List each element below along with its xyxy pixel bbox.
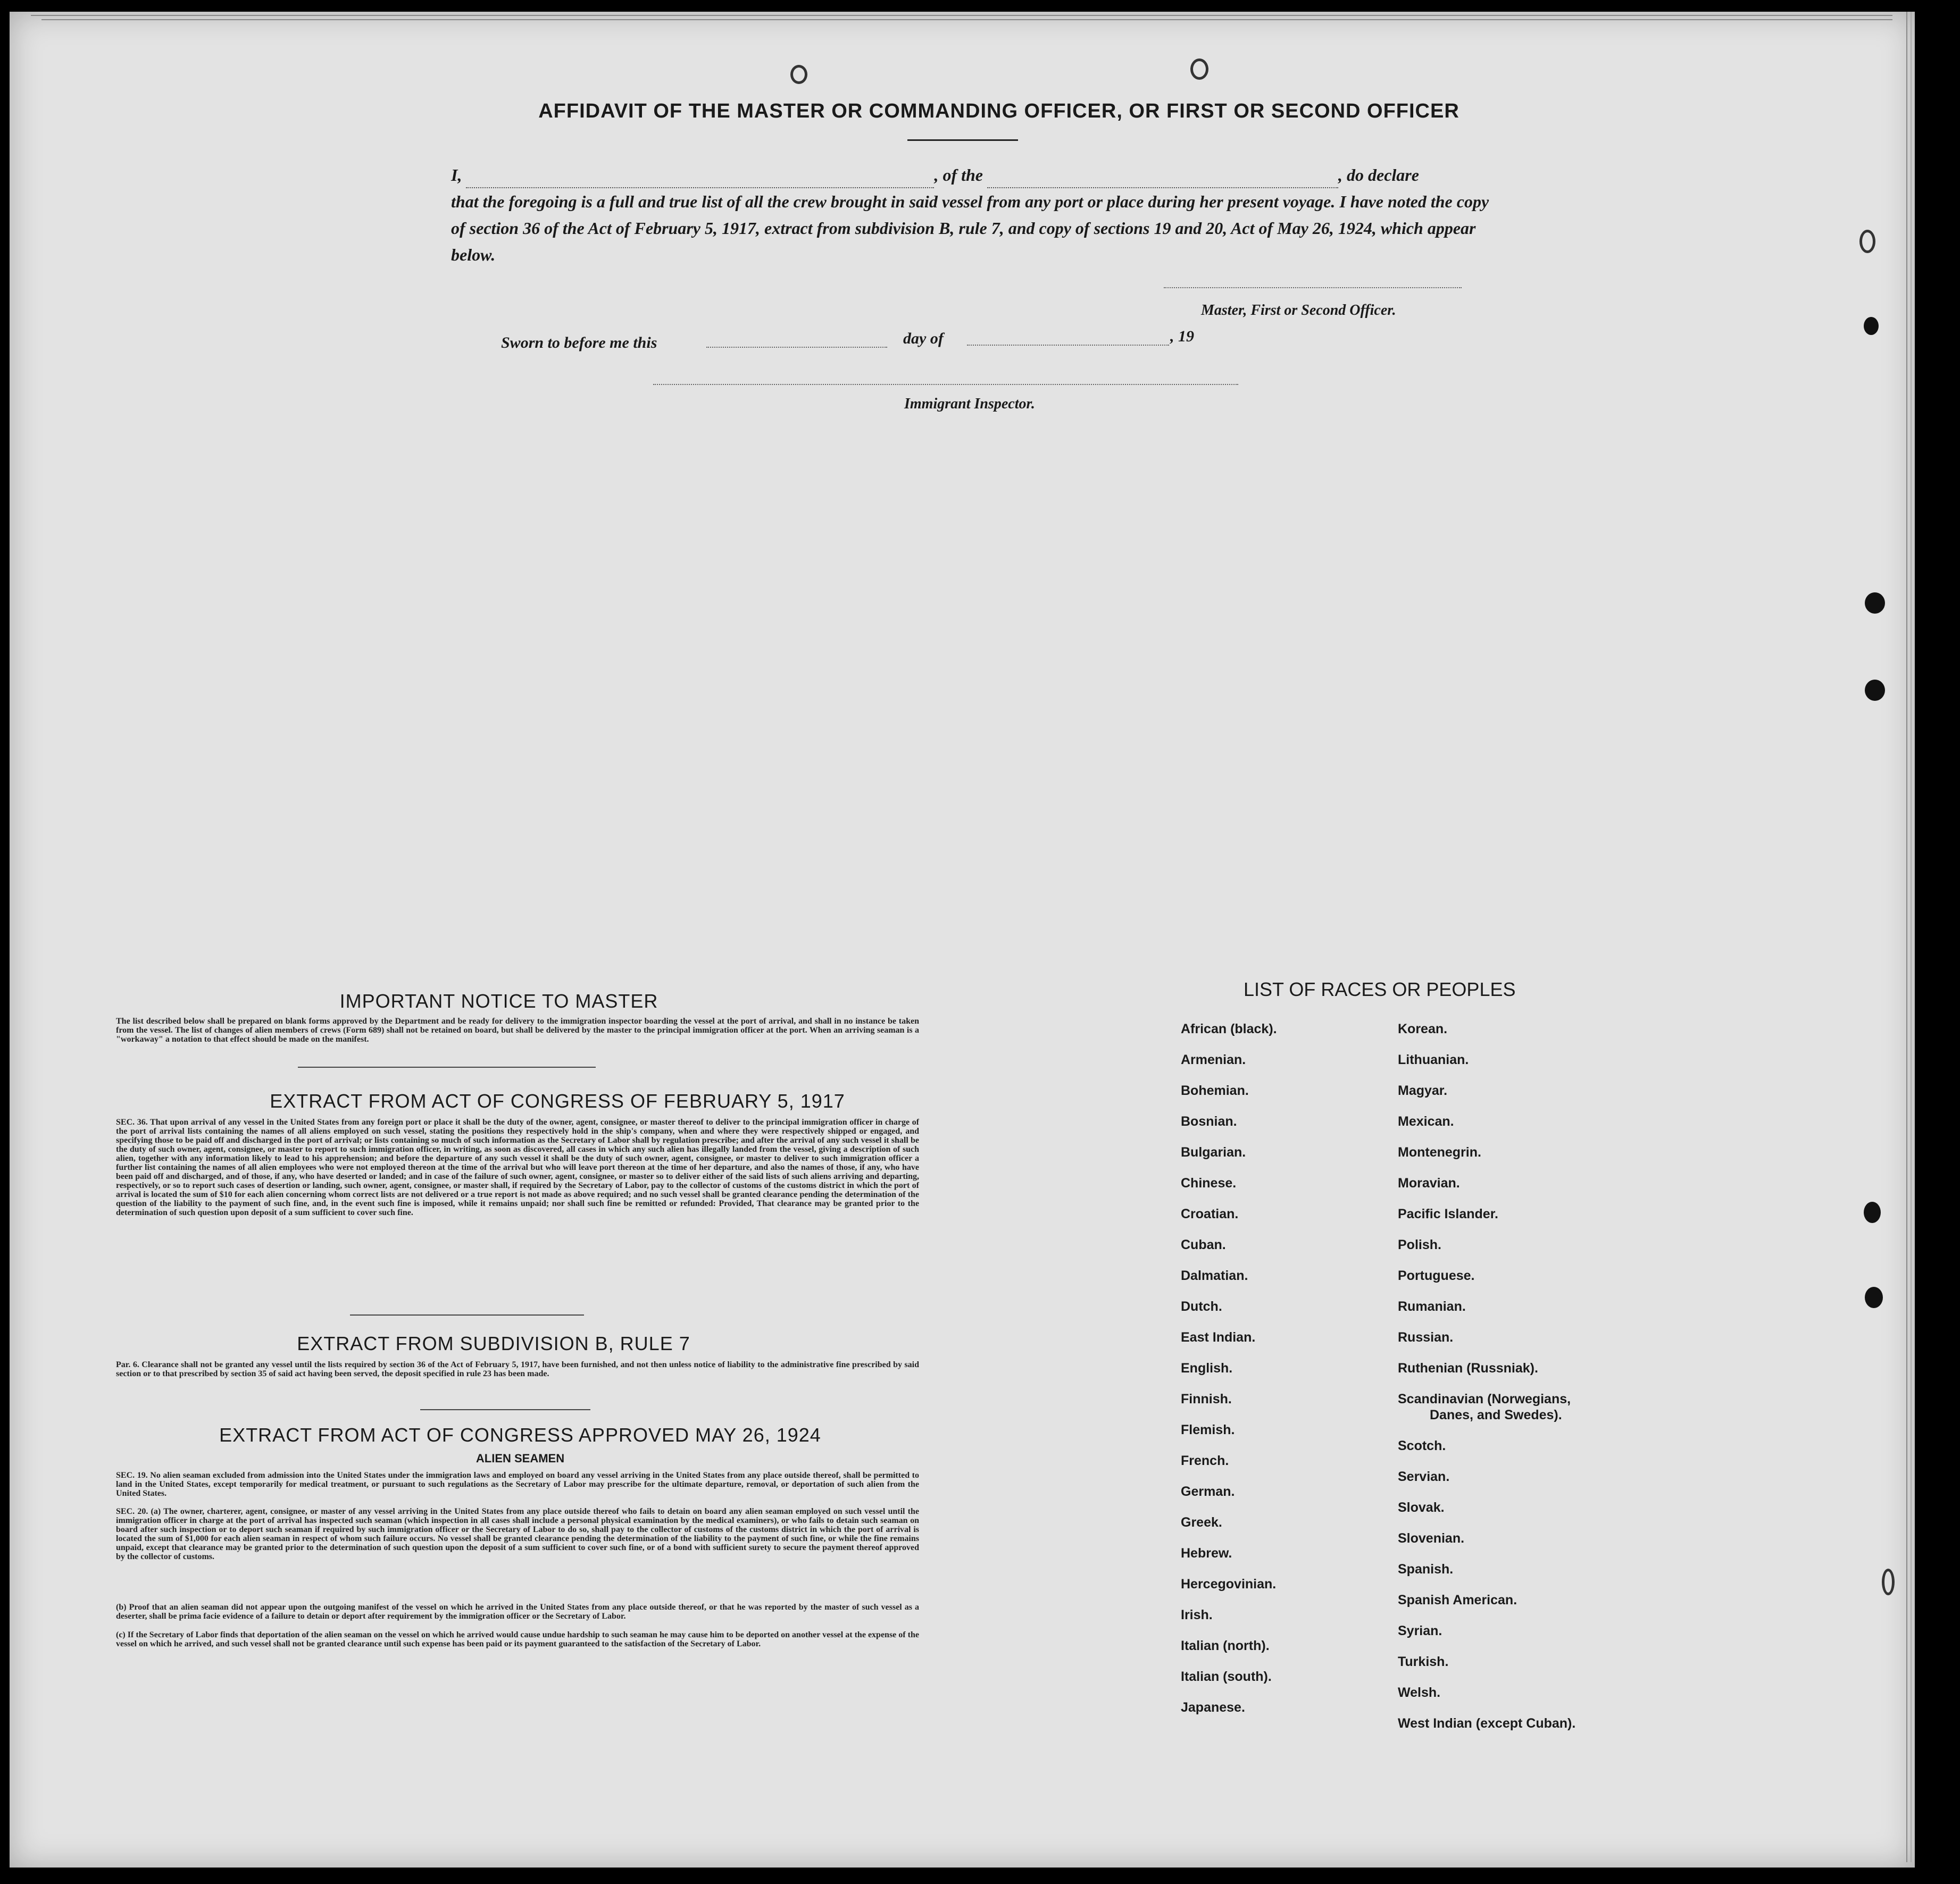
race-item: Flemish. [1181, 1422, 1235, 1437]
affidavit-i: I, [451, 165, 462, 185]
race-item: French. [1181, 1453, 1229, 1468]
race-item: Hebrew. [1181, 1546, 1232, 1561]
binder-hole-icon [1865, 680, 1885, 701]
race-item: Korean. [1398, 1021, 1448, 1036]
extract-1924-title: EXTRACT FROM ACT OF CONGRESS APPROVED MAY 26, 1924 [219, 1424, 821, 1446]
race-item: Servian. [1398, 1469, 1450, 1484]
race-item: German. [1181, 1484, 1235, 1499]
race-item: East Indian. [1181, 1330, 1256, 1345]
race-item: Danes, and Swedes). [1430, 1408, 1562, 1422]
binder-hole-icon [1865, 1287, 1883, 1308]
race-item: English. [1181, 1361, 1233, 1376]
race-item: Spanish American. [1398, 1593, 1517, 1607]
binder-hole-icon [1864, 317, 1879, 335]
binder-hole-icon [1859, 230, 1875, 253]
race-item: Japanese. [1181, 1700, 1245, 1715]
sheet-edge-right-2 [1911, 12, 1912, 1862]
sheet-edge-top-2 [41, 19, 1892, 20]
race-item: Magyar. [1398, 1083, 1448, 1098]
race-item: Slovenian. [1398, 1531, 1465, 1546]
section-rule [350, 1314, 584, 1316]
races-right-column [1398, 1014, 1575, 1739]
race-item: Mexican. [1398, 1114, 1454, 1129]
day-of-text: day of [903, 330, 944, 347]
race-item: Rumanian. [1398, 1299, 1466, 1314]
title-rule [907, 139, 1018, 141]
race-item: Scandinavian (Norwegians, [1398, 1392, 1571, 1406]
binder-hole-icon [1190, 58, 1208, 80]
affidavit-declare: , do declare [1338, 165, 1419, 185]
race-item: Bulgarian. [1181, 1145, 1246, 1160]
race-item: Croatian. [1181, 1207, 1239, 1221]
extract-1924-sec20c: (c) If the Secretary of Labor finds that deportation of the alien seaman on the vessel on which he arrived would cause undue hardship to such seaman he may cause him to be deported on another vessel at the expense of the vessel on which he arrived, and such vessel shall not be granted clearance until such expense has been paid or its payment guaranteed to the satisfaction of the Secretary of Labor. [116, 1630, 919, 1648]
affidavit-line-1 [451, 162, 1499, 188]
race-item: Welsh. [1398, 1685, 1441, 1700]
section-rule [420, 1409, 590, 1410]
race-item: Hercegovinian. [1181, 1577, 1277, 1592]
sheet-edge-right [1906, 12, 1907, 1862]
master-signature-label: Master, First or Second Officer. [1201, 302, 1396, 319]
race-item: Italian (south). [1181, 1669, 1272, 1684]
race-item: African (black). [1181, 1021, 1277, 1036]
race-item: West Indian (except Cuban). [1398, 1716, 1576, 1731]
race-item: Greek. [1181, 1515, 1222, 1530]
affidavit-body: that the foregoing is a full and true list of all the crew brought in said vessel from any port or place during her present voyage. I have noted the copy of section 36 of the Act of February 5, 1917, extract from subdivision B, rule 7, and copy of sections 19 and 20, Act of May 26, 1924, which appear below. [451, 192, 1489, 264]
affidavit-of-the: , of the [934, 165, 983, 185]
race-item: Italian (north). [1181, 1638, 1270, 1653]
notice-text: The list described below shall be prepared on blank forms approved by the Department and be ready for delivery to the immigration inspector boarding the vessel at the port of arrival, and shall in no instance be taken from the vessel. The list of changes of alien members of crews (Form 689) shall not be retained on board, but shall be delivered by the master to the principal immigration officer at the port. When an arriving seaman is a "workaway" a notation to that effect should be made on the manifest. [116, 1017, 919, 1044]
document-page [10, 12, 1915, 1868]
race-item: Polish. [1398, 1237, 1441, 1252]
notice-title: IMPORTANT NOTICE TO MASTER [339, 990, 658, 1012]
inspector-label: Immigrant Inspector. [904, 396, 1035, 412]
year-text: , 19 [1170, 328, 1194, 345]
extract-1917-title: EXTRACT FROM ACT OF CONGRESS OF FEBRUARY 5, 1917 [270, 1090, 845, 1112]
rule7-text: Par. 6. Clearance shall not be granted any vessel until the lists required by section 36 of the Act of February 5, 1917, have been furnished, and not then unless notice of liability to the administrative fine prescribed by said section or to that prescribed by section 35 of said act having been served, the deposit specified in rule 23 has been made. [116, 1360, 919, 1378]
show-through-text [382, 113, 396, 139]
extract-1924-sec20a: SEC. 20. (a) The owner, charterer, agent, consignee, or master of any vessel arriving in the United States from any place outside thereof who fails to detain on board any alien seaman employed on such vessel until the immigration officer in charge at the port of arrival has inspected such seaman (which inspection in all cases shall include a personal physical examination by the medical examiners), or who fails to detain such seaman on board after such inspection or to deport such seaman if required by such immigration officer or the Secretary of Labor to do so, shall pay to the collector of customs of the customs district in which the port of arrival is located the sum of $1,000 for each alien seaman in respect of whom such failure occurs. No vessel shall be granted clearance pending the determination of the liability to the payment of such fine, or while the fine remains unpaid, except that clearance may be granted prior to the determination of such question upon the deposit of a sum sufficient to cover such fine, or of a bond with sufficient surety to secure the payment thereof approved by the collector of customs. [116, 1507, 919, 1561]
race-item: Bosnian. [1181, 1114, 1237, 1129]
race-item: Pacific Islander. [1398, 1207, 1498, 1221]
binder-hole-icon [1864, 1202, 1881, 1223]
inspector-signature-line[interactable] [653, 384, 1238, 385]
extract-1924-sec20b: (b) Proof that an alien seaman did not appear upon the outgoing manifest of the vessel on which he arrived in the United States from any place outside thereof, or that he was reported by the master of such vessel as a deserter, shall be prima facie evidence of a failure to detain or deport after requirement by the immigration officer or the Secretary of Labor. [116, 1603, 919, 1621]
binder-hole-icon [1865, 592, 1885, 614]
sheet-edge-top [31, 15, 1892, 16]
race-item: Finnish. [1181, 1392, 1232, 1406]
binder-hole-icon [1882, 1569, 1895, 1595]
race-item: Spanish. [1398, 1562, 1454, 1577]
race-item: Lithuanian. [1398, 1052, 1469, 1067]
rule7-title: EXTRACT FROM SUBDIVISION B, RULE 7 [297, 1333, 690, 1354]
race-item: Bohemian. [1181, 1083, 1249, 1098]
sworn-text: Sworn to before me this [501, 334, 657, 351]
section-rule [298, 1067, 596, 1068]
races-title: LIST OF RACES OR PEOPLES [1244, 978, 1516, 1000]
sworn-month-line[interactable] [967, 345, 1169, 346]
race-item: Slovak. [1398, 1500, 1445, 1515]
affidavit-title: AFFIDAVIT OF THE MASTER OR COMMANDING OFFICER, OR FIRST OR SECOND OFFICER [538, 100, 1459, 122]
race-item: Ruthenian (Russniak). [1398, 1361, 1538, 1376]
race-item: Montenegrin. [1398, 1145, 1481, 1160]
race-item: Scotch. [1398, 1438, 1446, 1453]
race-item: Turkish. [1398, 1654, 1449, 1669]
extract-1917-text: SEC. 36. That upon arrival of any vessel in the United States from any foreign port or place it shall be the duty of the owner, agent, consignee, or master thereof to deliver to the principal immigration officer in charge of the port of arrival lists containing the names of all aliens employed on such vessel, stating the positions they respectively hold in the ship's company, when and where they were respectively shipped or engaged, and specifying those to be paid off and discharged in the port of arrival; or lists containing so much of such information as the Secretary of Labor shall by regulation prescribe; and after the arrival of any such vessel it shall be the duty of such owner, agent, consignee, or master to report to such immigration officer, in writing, as soon as discovered, all cases in which any such alien has illegally landed from the vessel, giving a description of such alien, together with any information likely to lead to his apprehension; and before the departure of any such vessel it shall be the duty of such owner, agent, consignee, or master to deliver to such immigration officer a further list containing the names of all alien employees who were not employed thereon at the time of the arrival but who will leave port thereon at the time of her departure, and also the names of those, if any, who have been paid off and discharged, and of those, if any, who have deserted or landed; and in case of the failure of such owner, agent, consignee, or master so to deliver either of the said lists of such aliens arriving and departing, respectively, or so to report such cases of desertion or landing, such owner, agent, consignee, or master shall, if required by the Secretary of Labor, pay to the collector of customs of the customs district in which the port of arrival is located the sum of $10 for each alien concerning whom correct lists are not delivered or a true report is not made as above required; and no such vessel shall be granted clearance pending the determination of the question of the liability to the payment of such fine, and, in the event such fine is imposed, while it remains unpaid; nor shall such fine be remitted or refunded: Provided, That clearance may be granted prior to the determination of such question upon deposit of a sum sufficient to cover such fine. [116, 1118, 919, 1217]
extract-1924-sec19: SEC. 19. No alien seaman excluded from admission into the United States under the immigration laws and employed on board any vessel arriving in the United States from any place outside thereof, shall be permitted to land in the United States, except temporarily for medical treatment, or pursuant to such regulations as the Secretary of Labor may prescribe for the ultimate departure, removal, or deportation of such alien from the United States. [116, 1471, 919, 1498]
race-item: Russian. [1398, 1330, 1454, 1345]
race-item: Moravian. [1398, 1176, 1460, 1191]
sworn-day-line[interactable] [706, 347, 887, 348]
race-item: Portuguese. [1398, 1268, 1475, 1283]
race-item: Dutch. [1181, 1299, 1222, 1314]
master-signature-line[interactable] [1164, 287, 1462, 288]
binder-hole-icon [790, 65, 807, 84]
race-item: Chinese. [1181, 1176, 1237, 1191]
race-item: Cuban. [1181, 1237, 1226, 1252]
race-item: Armenian. [1181, 1052, 1246, 1067]
race-item: Syrian. [1398, 1623, 1442, 1638]
race-item: Irish. [1181, 1607, 1213, 1622]
races-left-column [1181, 1014, 1277, 1723]
race-item: Dalmatian. [1181, 1268, 1248, 1283]
alien-seamen-subtitle: ALIEN SEAMEN [476, 1452, 565, 1465]
